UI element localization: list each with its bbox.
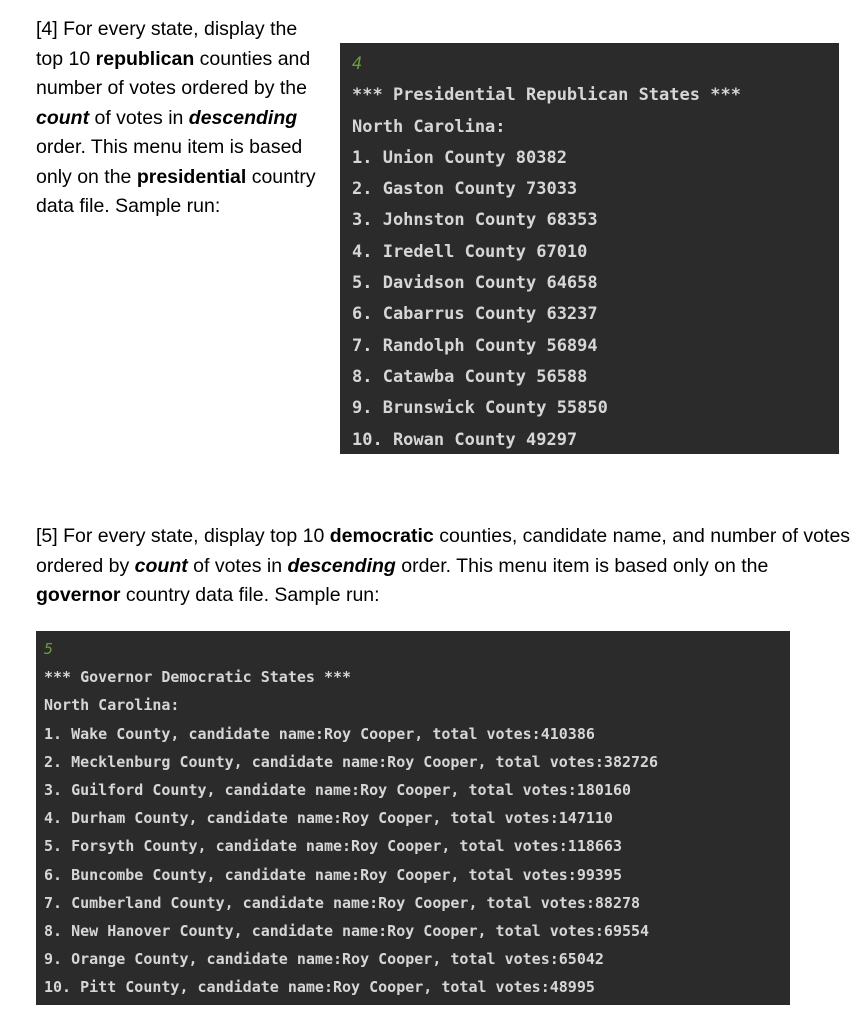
terminal-line: 2. Mecklenburg County, candidate name:Roy Cooper, total votes:382726 — [44, 752, 659, 771]
terminal-line: 8. Catawba County 56588 — [352, 366, 588, 387]
section-4-description — [36, 15, 326, 222]
terminal-output-4 — [340, 43, 839, 454]
terminal-state: North Carolina: — [44, 696, 180, 715]
emphasis-democratic: democratic — [329, 525, 434, 547]
text: country data file. Sample run: — [36, 165, 316, 217]
terminal-line: 1. Wake County, candidate name:Roy Cooper, total votes:410386 — [44, 724, 595, 743]
terminal-line: 4. Durham County, candidate name:Roy Cooper, total votes:147110 — [44, 809, 613, 828]
terminal-line: 2. Gaston County 73033 — [352, 179, 578, 200]
section-5-description — [36, 522, 856, 611]
terminal-line: 8. New Hanover County, candidate name:Roy Cooper, total votes:69554 — [44, 921, 650, 940]
text: [4] For every state, display the top 10 — [36, 18, 298, 70]
terminal-output-5 — [36, 631, 790, 1005]
text: of votes in — [187, 554, 288, 577]
terminal-line: 6. Buncombe County, candidate name:Roy Cooper, total votes:99395 — [44, 865, 622, 884]
text: [5] For every state, display top 10 — [36, 525, 330, 547]
emphasis-count: count — [134, 554, 188, 577]
terminal-line: 4. Iredell County 67010 — [352, 241, 588, 262]
terminal-header: *** Governor Democratic States *** — [44, 668, 352, 687]
terminal-line: 9. Brunswick County 55850 — [352, 398, 608, 419]
terminal-line: 3. Guilford County, candidate name:Roy Cooper, total votes:180160 — [44, 780, 631, 799]
terminal-line: 10. Rowan County 49297 — [352, 429, 578, 450]
terminal-line: 6. Cabarrus County 63237 — [352, 304, 598, 325]
emphasis-presidential: presidential — [136, 165, 247, 188]
text: order. This menu item is based only on the — [395, 554, 769, 577]
text: order. This menu item is based only on the — [36, 136, 303, 188]
terminal-input: 5 — [44, 640, 54, 658]
emphasis-descending: descending — [287, 554, 396, 577]
emphasis-governor: governor — [36, 584, 121, 606]
terminal-state: North Carolina: — [352, 116, 506, 137]
terminal-line: 1. Union County 80382 — [352, 147, 567, 168]
emphasis-count: count — [36, 106, 90, 129]
terminal-input: 4 — [352, 54, 363, 74]
terminal-line: 3. Johnston County 68353 — [352, 210, 598, 231]
terminal-line: 7. Cumberland County, candidate name:Roy Cooper, total votes:88278 — [44, 893, 641, 912]
terminal-line: 10. Pitt County, candidate name:Roy Cooper, total votes:48995 — [44, 978, 595, 997]
text: counties and number of votes ordered by the — [36, 47, 311, 99]
emphasis-descending: descending — [188, 106, 298, 129]
terminal-line: 5. Forsyth County, candidate name:Roy Cooper, total votes:118663 — [44, 837, 622, 856]
terminal-line: 7. Randolph County 56894 — [352, 335, 598, 356]
terminal-header: *** Presidential Republican States *** — [352, 85, 741, 106]
terminal-line: 9. Orange County, candidate name:Roy Cooper, total votes:65042 — [44, 950, 604, 969]
text: country data file. Sample run: — [120, 584, 380, 606]
text: counties, candidate name, and number of votes ordered by — [36, 525, 851, 577]
text: of votes in — [89, 106, 189, 129]
terminal-line: 5. Davidson County 64658 — [352, 273, 598, 294]
emphasis-republican: republican — [95, 47, 195, 70]
